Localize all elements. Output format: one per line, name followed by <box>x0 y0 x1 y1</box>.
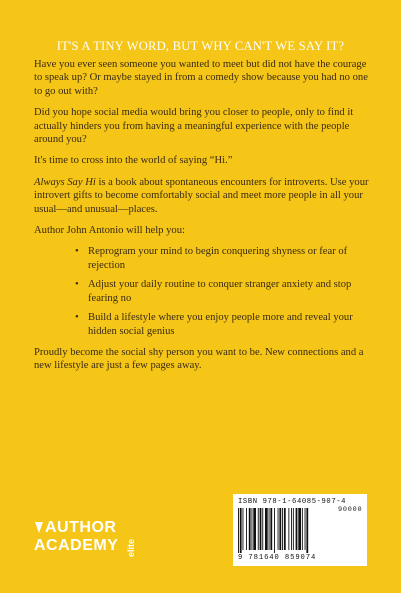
logo-word-author: AUTHOR <box>45 519 117 536</box>
barcode-bar <box>298 508 301 550</box>
barcode-digits: 9 781640 859074 <box>238 554 317 562</box>
barcode-bar <box>262 508 263 550</box>
blurb-paragraph-2: Did you hope social media would bring you closer to people, only to find it actually hinders you from having a meaningful experience with the people around you? <box>34 107 354 146</box>
blurb-paragraph-4 <box>34 176 374 216</box>
book-title: Always Say Hi <box>34 176 96 188</box>
blurb-paragraph-5: Author John Antonio will help you: <box>34 225 185 237</box>
blurb-paragraph-4-text: is a book about spontaneous encounters for introverts. Use your introvert gifts to become comfortably social and meet more people in all your usual—and unusual—places. <box>34 176 369 215</box>
blurb <box>34 58 374 381</box>
barcode-bar <box>296 508 298 550</box>
logo-tag-elite: elite <box>126 538 136 557</box>
barcode-bar <box>279 508 281 550</box>
cover-headline: IT'S A TINY WORD, BUT WHY CAN'T WE SAY IT? <box>56 39 345 53</box>
barcode-bar <box>249 508 251 550</box>
publisher-logo <box>34 519 134 567</box>
price-code: 90000 <box>338 506 363 514</box>
barcode-bar <box>240 508 242 553</box>
list-item: • Build a lifestyle where you enjoy people more and reveal your hidden social genius <box>74 311 374 338</box>
blurb-paragraph-1: Have you ever seen someone you wanted to meet but did not have the courage to speak up? Or maybe stayed in from a comedy show because you had no one to go out with? <box>34 59 368 97</box>
barcode-bar <box>258 508 259 550</box>
barcode-bar <box>278 508 279 550</box>
isbn-barcode <box>233 494 367 566</box>
barcode-bar <box>305 508 306 550</box>
barcode-bar <box>252 508 253 550</box>
barcode-bar <box>270 508 272 550</box>
blurb-paragraph-6: Proudly become the social shy person you want to be. New connections and a new lifestyle are just a few pages away. <box>34 346 364 372</box>
list-item: • Reprogram your mind to begin conquering shyness or fear of rejection <box>74 245 374 272</box>
list-item: • Adjust your daily routine to conquer stranger anxiety and stop fearing no <box>74 278 374 305</box>
barcode-graphic <box>238 508 334 553</box>
barcode-bar <box>238 508 239 553</box>
barcode-bar <box>288 508 289 550</box>
barcode-bar <box>282 508 283 550</box>
barcode-bar <box>284 508 286 550</box>
isbn-label: ISBN 978-1-64085-907-4 <box>238 498 347 506</box>
barcode-bar <box>265 508 268 550</box>
barcode-bar <box>243 508 244 550</box>
barcode-bar <box>274 508 275 553</box>
blurb-paragraph-3: It's time to cross into the world of saying “Hi.” <box>34 155 233 167</box>
author-academy-mark-icon <box>34 519 44 535</box>
barcode-bar <box>260 508 262 550</box>
barcode-bar <box>246 508 247 550</box>
barcode-bar <box>293 508 294 550</box>
benefits-list <box>34 245 374 337</box>
barcode-bar <box>253 508 256 550</box>
barcode-bar <box>306 508 308 553</box>
barcode-bar <box>269 508 270 550</box>
barcode-bar <box>302 508 303 550</box>
logo-word-academy: ACADEMY <box>34 537 119 554</box>
barcode-bar <box>291 508 292 550</box>
